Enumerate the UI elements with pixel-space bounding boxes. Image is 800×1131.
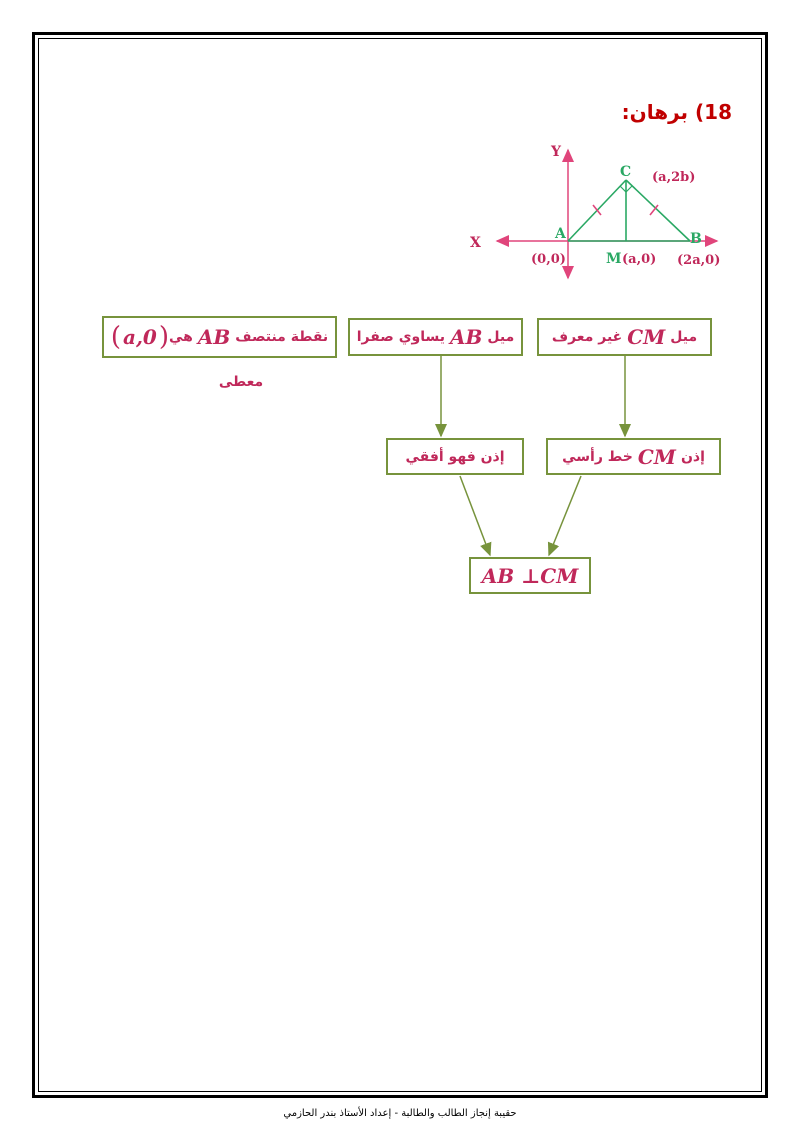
midpoint-box: نقطة منتصف AB هي ( a,0 ) xyxy=(102,316,337,358)
point-m-label: M xyxy=(606,251,622,267)
coord-b-label: (2a,0) xyxy=(677,253,721,268)
cm-vertical-box: إذن CM خط رأسي xyxy=(546,438,721,475)
problem-heading: 18) برهان: xyxy=(621,100,732,124)
page-footer: حقيبة إنجاز الطالب والطالبة - إعداد الأستاذ بندر الحازمي xyxy=(283,1108,517,1119)
axis-y-label: Y xyxy=(551,144,561,160)
cm-slope-box: ميل CM غير معرف xyxy=(537,318,712,356)
given-note: معطى xyxy=(218,374,264,390)
ab-horizontal-box: إذن فهو أفقي xyxy=(386,438,524,475)
axis-x-label: X xyxy=(470,235,481,251)
coord-c-label: (a,2b) xyxy=(652,170,696,185)
conclusion-box: AB ⊥CM xyxy=(469,557,591,594)
point-a-label: A xyxy=(555,226,566,242)
ab-slope-box: ميل AB يساوي صفرا xyxy=(348,318,523,356)
coord-m-label: (a,0) xyxy=(622,252,657,267)
coord-a-label: (0,0) xyxy=(531,252,566,267)
point-c-label: C xyxy=(620,164,632,180)
point-b-label: B xyxy=(690,231,702,247)
arrow-vertical-to-conclusion xyxy=(549,476,581,555)
side-cb xyxy=(626,180,690,241)
arrow-horizontal-to-conclusion xyxy=(460,476,490,555)
